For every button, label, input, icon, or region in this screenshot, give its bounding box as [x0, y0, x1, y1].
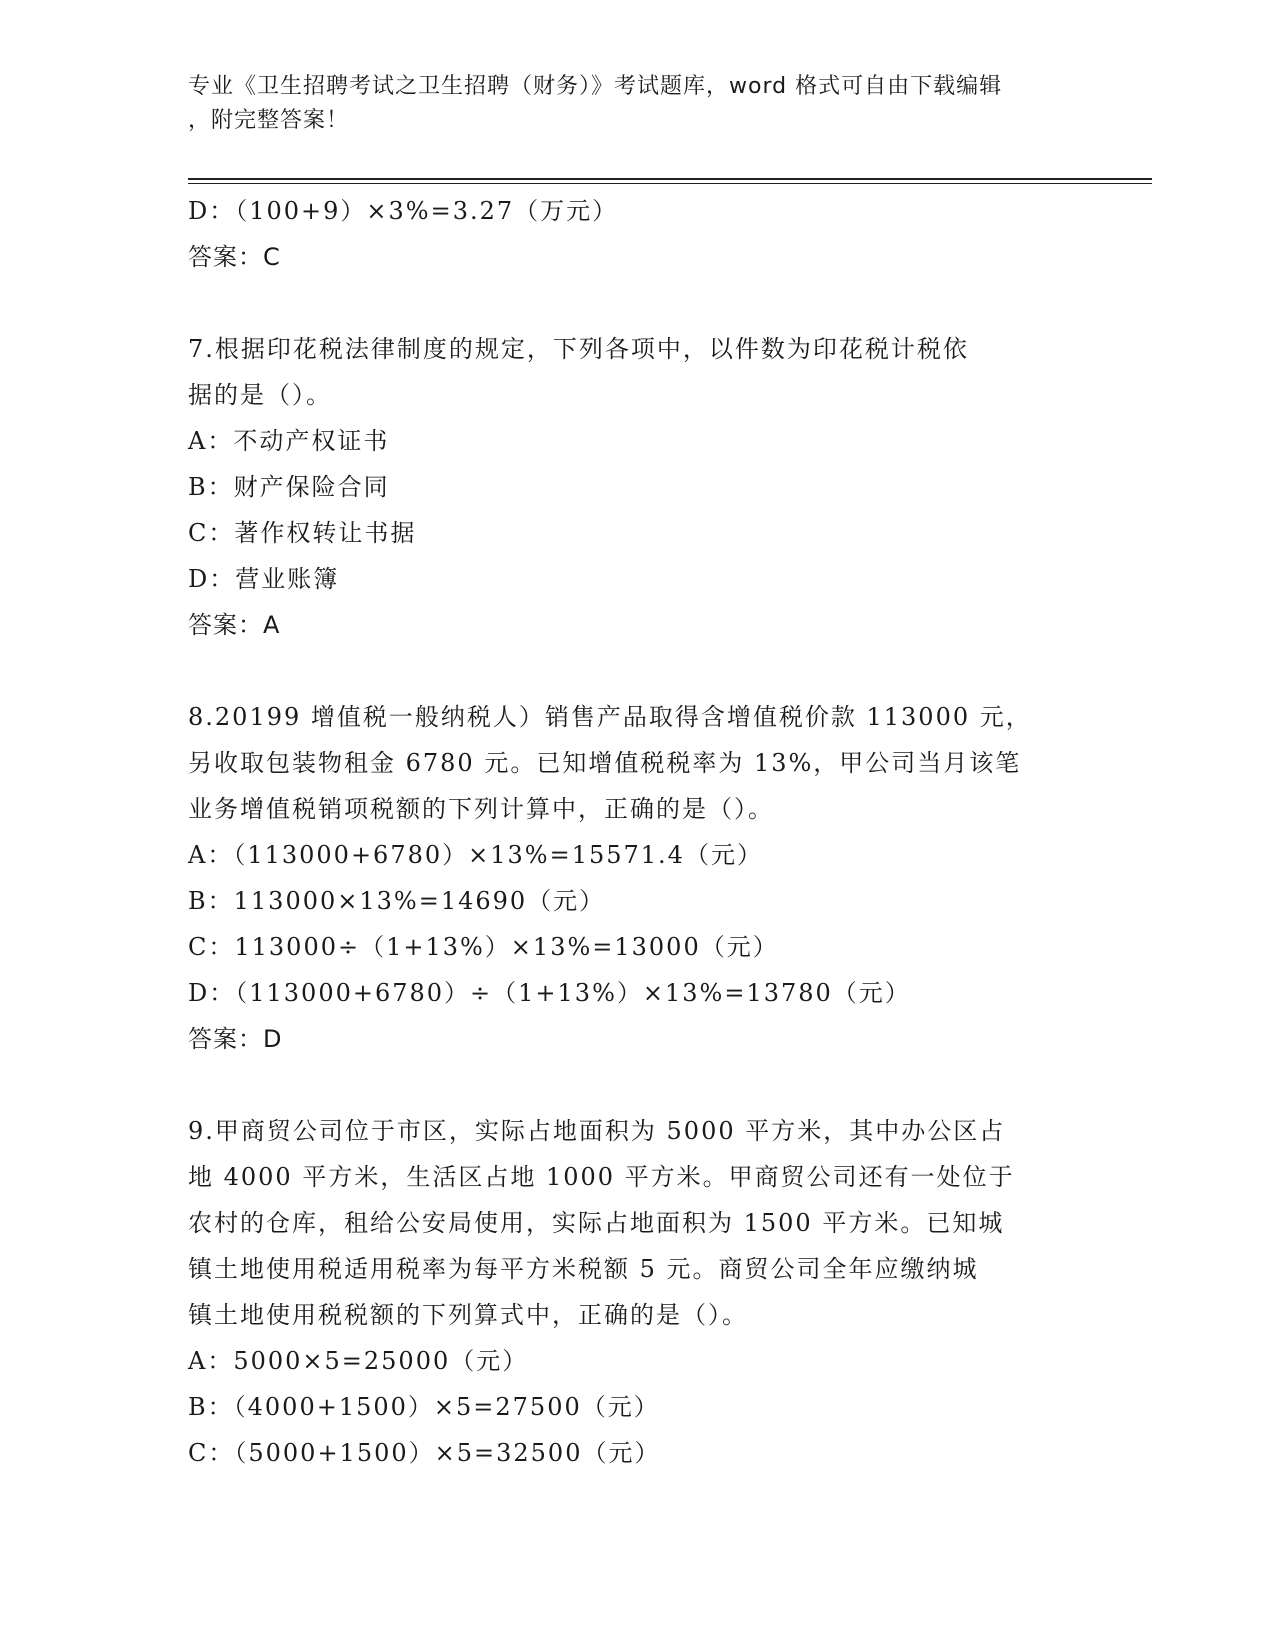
- question-stem: 8.20199 增值税一般纳税人）销售产品取得含增值税价款 113000 元，: [188, 703, 1032, 731]
- answer: 答案：D: [188, 1025, 283, 1053]
- question-stem: 9.甲商贸公司位于市区，实际占地面积为 5000 平方米，其中办公区占: [188, 1117, 1006, 1145]
- question-stem: 地 4000 平方米，生活区占地 1000 平方米。甲商贸公司还有一处位于: [188, 1163, 1015, 1191]
- document-header: [188, 70, 1088, 138]
- option-b: B：113000×13%=14690（元）: [188, 887, 606, 915]
- question-stem: 据的是（）。: [188, 381, 332, 409]
- question-stem: 农村的仓库，租给公安局使用，实际占地面积为 1500 平方米。已知城: [188, 1209, 1005, 1237]
- prev-answer: 答案：C: [188, 243, 281, 271]
- spacer: [188, 1062, 1088, 1108]
- question-stem: 业务增值税销项税额的下列计算中，正确的是（）。: [188, 795, 774, 823]
- option-c: C：著作权转让书据: [188, 519, 417, 547]
- option-a: A：不动产权证书: [188, 427, 390, 455]
- option-b: B：财产保险合同: [188, 473, 390, 501]
- question-stem: 另收取包装物租金 6780 元。已知增值税税率为 13%，甲公司当月该笔: [188, 749, 1022, 777]
- question-stem: 镇土地使用税税额的下列算式中，正确的是（）。: [188, 1301, 748, 1329]
- question-9: [188, 1108, 1088, 1476]
- header-rule-thick: [188, 178, 1152, 180]
- option-c: C：113000÷（1+13%）×13%=13000（元）: [188, 933, 779, 961]
- option-a: A：5000×5=25000（元）: [188, 1347, 529, 1375]
- header-line-1: 专业《卫生招聘考试之卫生招聘（财务）》考试题库，word 格式可自由下载编辑: [188, 74, 1003, 99]
- option-d: D：（113000+6780）÷（1+13%）×13%=13780（元）: [188, 979, 911, 1007]
- header-rule-thin: [188, 183, 1152, 184]
- answer: 答案：A: [188, 611, 281, 639]
- question-stem: 镇土地使用税适用税率为每平方米税额 5 元。商贸公司全年应缴纳城: [188, 1255, 979, 1283]
- prev-option-d: D：（100+9）×3%=3.27（万元）: [188, 197, 619, 225]
- question-7: [188, 326, 1088, 648]
- option-a: A：（113000+6780）×13%=15571.4（元）: [188, 841, 763, 869]
- question-stem: 7.根据印花税法律制度的规定，下列各项中，以件数为印花税计税依: [188, 335, 969, 363]
- header-line-2: ，附完整答案！: [188, 108, 350, 133]
- option-c: C：（5000+1500）×5=32500（元）: [188, 1439, 661, 1467]
- question-8: [188, 694, 1088, 1062]
- question-content: [188, 188, 1088, 1476]
- option-d: D：营业账簿: [188, 565, 340, 593]
- option-b: B：（4000+1500）×5=27500（元）: [188, 1393, 660, 1421]
- spacer: [188, 280, 1088, 326]
- spacer: [188, 648, 1088, 694]
